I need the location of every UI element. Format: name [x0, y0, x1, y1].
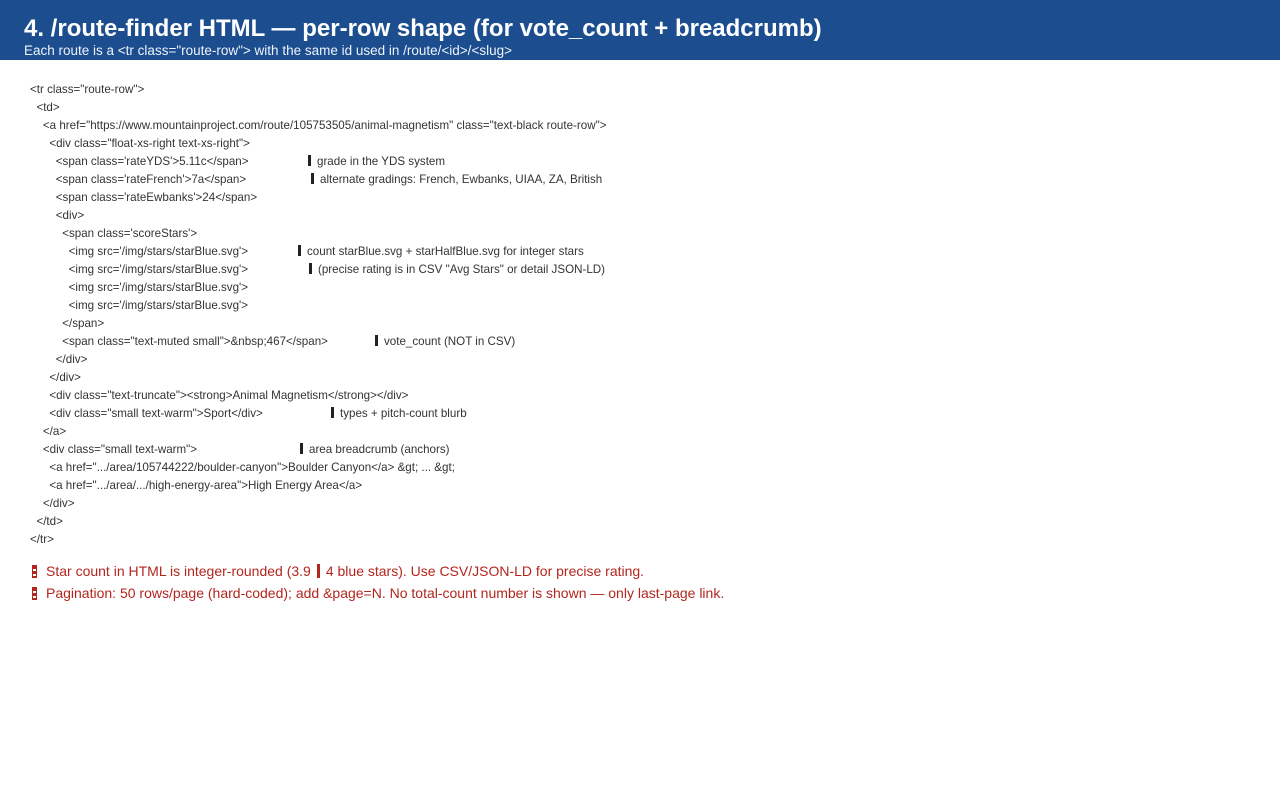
code-line — [30, 225, 606, 243]
code-line — [30, 351, 606, 369]
code-line — [30, 423, 606, 441]
comment-marker-icon — [311, 173, 314, 184]
code-comment — [308, 153, 445, 171]
comment-text: count starBlue.svg + starHalfBlue.svg for integer stars — [307, 245, 584, 258]
warning-icon — [32, 565, 37, 578]
code-text: <div class="text-truncate"><strong>Animal Magnetism</strong></div> — [30, 389, 409, 402]
code-text: <span class='rateEwbanks'>24</span> — [30, 191, 258, 204]
code-text: </tr> — [30, 533, 54, 546]
code-text: </div> — [30, 497, 75, 510]
code-line — [30, 279, 606, 297]
comment-text: vote_count (NOT in CSV) — [384, 335, 516, 348]
comment-marker-icon — [298, 245, 301, 256]
code-line — [30, 207, 606, 225]
code-comment — [298, 243, 584, 261]
code-line — [30, 333, 606, 351]
code-text: <img src='/img/stars/starBlue.svg'> — [30, 263, 249, 276]
code-text: <span class='rateFrench'>7a</span> — [30, 173, 247, 186]
code-line — [30, 405, 606, 423]
code-line — [30, 243, 606, 261]
code-comment — [300, 441, 449, 459]
note-star-count — [30, 560, 724, 582]
code-line — [30, 135, 606, 153]
code-text: <span class='rateYDS'>5.11c</span> — [30, 155, 249, 168]
note-star-count-text-b: 4 blue stars). Use CSV/JSON-LD for precise rating. — [325, 563, 645, 579]
code-text: </a> — [30, 425, 67, 438]
code-line — [30, 81, 606, 99]
code-comment — [311, 171, 602, 189]
comment-text: area breadcrumb (anchors) — [309, 443, 450, 456]
code-text: <a href=".../area/105744222/boulder-canyon">Boulder Canyon</a> &gt; ... &gt; — [30, 461, 455, 474]
code-line — [30, 261, 606, 279]
comment-marker-icon — [331, 407, 334, 418]
html-code-block — [30, 81, 606, 549]
code-line — [30, 387, 606, 405]
comment-text: grade in the YDS system — [317, 155, 446, 168]
code-comment — [375, 333, 515, 351]
code-line — [30, 459, 606, 477]
slide-title: 4. /route-finder HTML — per-row shape (for vote_count + breadcrumb) — [24, 15, 822, 42]
arrow-icon — [317, 564, 320, 578]
comment-marker-icon — [308, 155, 311, 166]
note-star-count-text-a: Star count in HTML is integer-rounded (3.9 — [46, 563, 311, 579]
note-pagination — [30, 582, 724, 604]
code-line — [30, 153, 606, 171]
code-line — [30, 369, 606, 387]
code-text: <img src='/img/stars/starBlue.svg'> — [30, 299, 249, 312]
code-text: <div class="float-xs-right text-xs-right"> — [30, 137, 250, 150]
code-line — [30, 297, 606, 315]
code-text: <img src='/img/stars/starBlue.svg'> — [30, 245, 249, 258]
code-line — [30, 315, 606, 333]
slide-subtitle: Each route is a <tr class="route-row"> with the same id used in /route/<id>/<slug> — [24, 43, 512, 58]
code-line — [30, 99, 606, 117]
code-text: <td> — [30, 101, 60, 114]
code-text: <img src='/img/stars/starBlue.svg'> — [30, 281, 249, 294]
code-text: <span class="text-muted small">&nbsp;467</span> — [30, 335, 328, 348]
code-text: <tr class="route-row"> — [30, 83, 145, 96]
comment-text: alternate gradings: French, Ewbanks, UIAA, ZA, British — [320, 173, 603, 186]
code-line — [30, 171, 606, 189]
code-text: </div> — [30, 353, 88, 366]
code-line — [30, 477, 606, 495]
code-text: <span class='scoreStars'> — [30, 227, 198, 240]
code-line — [30, 189, 606, 207]
comment-marker-icon — [309, 263, 312, 274]
comment-marker-icon — [375, 335, 378, 346]
code-text: <div class="small text-warm"> — [30, 443, 198, 456]
code-line — [30, 117, 606, 135]
code-line — [30, 441, 606, 459]
code-text: <div class="small text-warm">Sport</div> — [30, 407, 263, 420]
code-line — [30, 513, 606, 531]
code-line — [30, 495, 606, 513]
note-pagination-text: Pagination: 50 rows/page (hard-coded); add &page=N. No total-count number is shown — only last-page link. — [46, 585, 725, 601]
slide-header — [0, 0, 1280, 60]
code-text: </td> — [30, 515, 63, 528]
comment-text: types + pitch-count blurb — [340, 407, 467, 420]
code-line — [30, 531, 606, 549]
warning-icon — [32, 587, 37, 600]
comment-marker-icon — [300, 443, 303, 454]
notes — [30, 560, 724, 604]
comment-text: (precise rating is in CSV "Avg Stars" or detail JSON-LD) — [318, 263, 606, 276]
code-text: <a href=".../area/.../high-energy-area">High Energy Area</a> — [30, 479, 363, 492]
code-text: <a href="https://www.mountainproject.com/route/105753505/animal-magnetism" class="text-black route-row"> — [30, 119, 607, 132]
code-text: <div> — [30, 209, 85, 222]
code-text: </div> — [30, 371, 81, 384]
code-comment — [331, 405, 467, 423]
code-comment — [309, 261, 605, 279]
code-text: </span> — [30, 317, 105, 330]
